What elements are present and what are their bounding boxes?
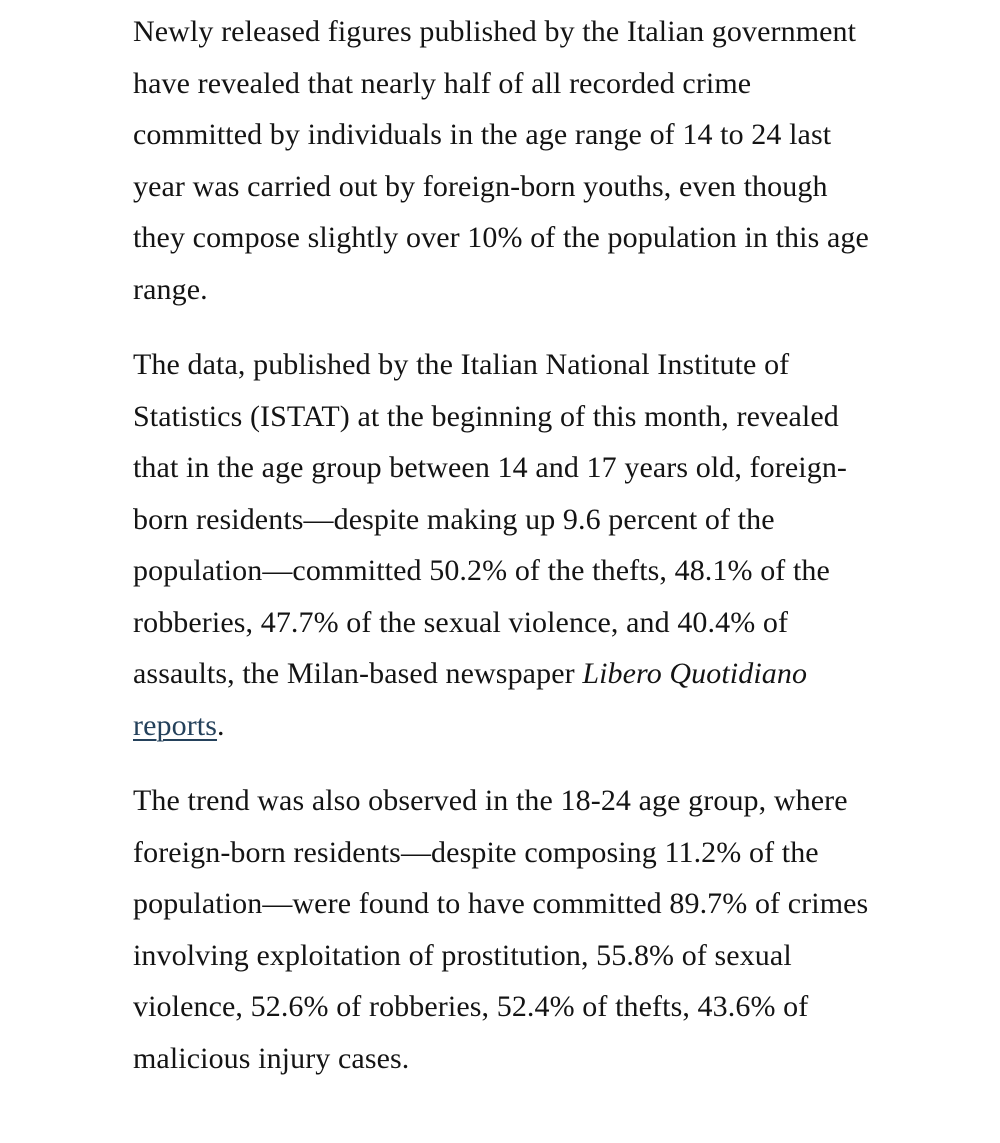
paragraph-1 xyxy=(133,6,877,315)
sentence-period: . xyxy=(217,708,225,742)
paragraph-1-text: Newly released figures published by the Italian government have revealed that nearly half of all recorded crime committed by individuals in the age range of 14 to 24 last year was carried out by foreign-born youths, even though they compose slightly over 10% of the population in this age range. xyxy=(133,15,869,306)
paragraph-3 xyxy=(133,775,877,1084)
paragraph-2-text-before-newspaper: The data, published by the Italian National Institute of Statistics (ISTAT) at the beginning of this month, revealed that in the age group between 14 and 17 years old, foreign-born residents—despite making up 9.6 percent of the population—committed 50.2% of the thefts, 48.1% of the robberies, 47.7% of the sexual violence, and 40.4% of assaults, the Milan-based newspaper xyxy=(133,348,848,690)
paragraph-3-text: The trend was also observed in the 18-24 age group, where foreign-born residents—despite composing 11.2% of the population—were found to have committed 89.7% of crimes involving exploitation of prostitution, 55.8% of sexual violence, 52.6% of robberies, 52.4% of thefts, 43.6% of malicious injury cases. xyxy=(133,784,869,1075)
newspaper-name: Libero Quotidiano xyxy=(582,657,808,690)
paragraph-2 xyxy=(133,339,877,751)
reports-link[interactable]: reports xyxy=(133,708,218,742)
